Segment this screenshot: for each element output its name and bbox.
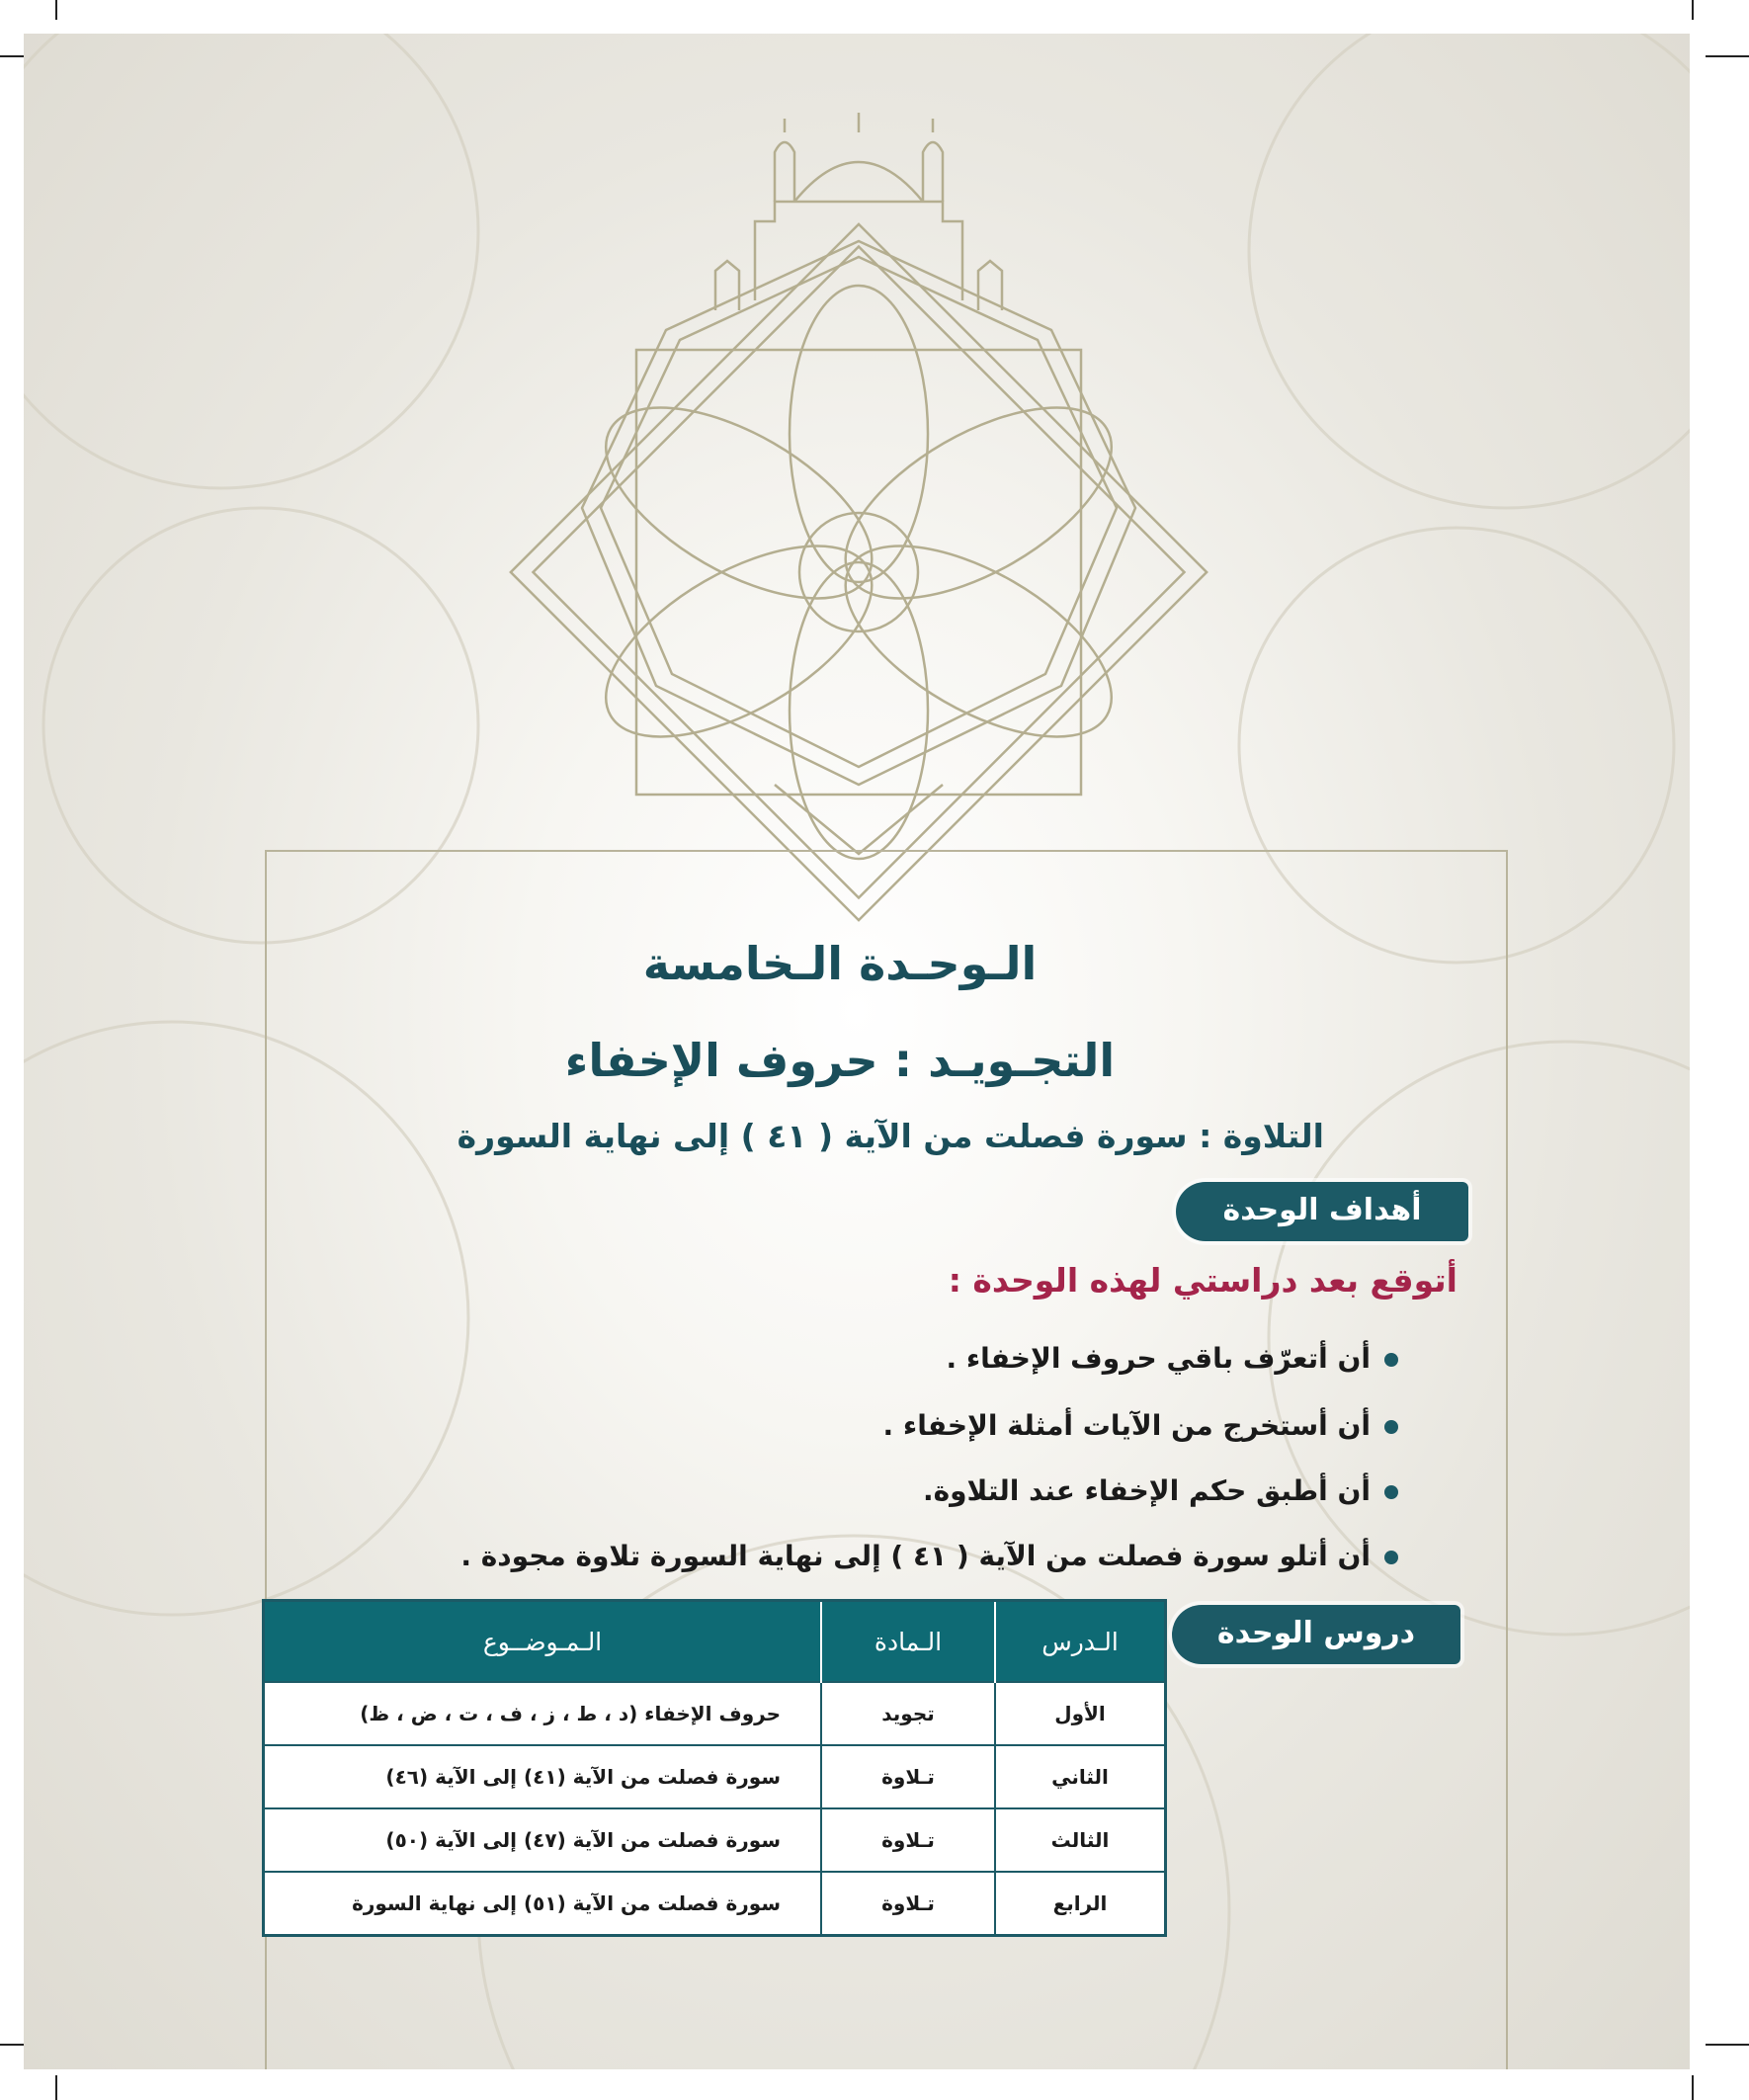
table-row xyxy=(264,1872,1166,1936)
header-topic: الـمـوضــوع xyxy=(264,1601,822,1683)
table-row xyxy=(264,1745,1166,1808)
table-row xyxy=(264,1682,1166,1745)
goals-badge: أهداف الوحدة xyxy=(1176,1182,1468,1241)
lesson-cell: الثالث xyxy=(995,1808,1166,1872)
goal-item: أن أطبق حكم الإخفاء عند التلاوة. xyxy=(395,1474,1398,1507)
topic-cell: حروف الإخفاء (د ، ط ، ز ، ف ، ت ، ض ، ظ) xyxy=(264,1682,822,1745)
goal-item: أن أتلو سورة فصلت من الآية ( ٤١ ) إلى نهاية السورة تلاوة مجودة . xyxy=(395,1540,1398,1572)
subject-cell: تـلاوة xyxy=(821,1745,995,1808)
lesson-cell: الأول xyxy=(995,1682,1166,1745)
goals-intro: أتوقع بعد دراستي لهذه الوحدة : xyxy=(948,1261,1458,1300)
header-lesson: الـدرس xyxy=(995,1601,1166,1683)
subject-cell: تـلاوة xyxy=(821,1872,995,1936)
tajweed-title: التجـويـد : حروف الإخفاء xyxy=(564,1034,1116,1087)
tilawa-title: التلاوة : سورة فصلت من الآية ( ٤١ ) إلى نهاية السورة xyxy=(457,1117,1324,1155)
topic-cell: سورة فصلت من الآية (٤٧) إلى الآية (٥٠) xyxy=(264,1808,822,1872)
crop-mark xyxy=(1706,2044,1749,2046)
subject-cell: تـلاوة xyxy=(821,1808,995,1872)
header-subject: الـمادة xyxy=(821,1601,995,1683)
bullet-icon xyxy=(1384,1485,1398,1499)
topic-cell: سورة فصلت من الآية (٤١) إلى الآية (٤٦) xyxy=(264,1745,822,1808)
lessons-badge: دروس الوحدة xyxy=(1172,1605,1460,1664)
crop-mark xyxy=(1706,55,1749,57)
lesson-cell: الثاني xyxy=(995,1745,1166,1808)
bullet-icon xyxy=(1384,1353,1398,1367)
bullet-icon xyxy=(1384,1420,1398,1434)
topic-cell: سورة فصلت من الآية (٥١) إلى نهاية السورة xyxy=(264,1872,822,1936)
lesson-cell: الرابع xyxy=(995,1872,1166,1936)
table-row xyxy=(264,1808,1166,1872)
goal-item: أن أستخرج من الآيات أمثلة الإخفاء . xyxy=(395,1409,1398,1442)
bullet-icon xyxy=(1384,1551,1398,1564)
goal-item: أن أتعرّف باقي حروف الإخفاء . xyxy=(395,1342,1398,1375)
crop-mark xyxy=(55,2075,57,2100)
subject-cell: تجويد xyxy=(821,1682,995,1745)
crop-mark xyxy=(55,0,57,20)
crop-mark xyxy=(1692,2075,1694,2100)
table-header-row xyxy=(264,1601,1166,1683)
crop-mark xyxy=(1692,0,1694,20)
unit-title: الـوحـدة الـخامسة xyxy=(642,937,1038,990)
lessons-table xyxy=(262,1599,1167,1937)
